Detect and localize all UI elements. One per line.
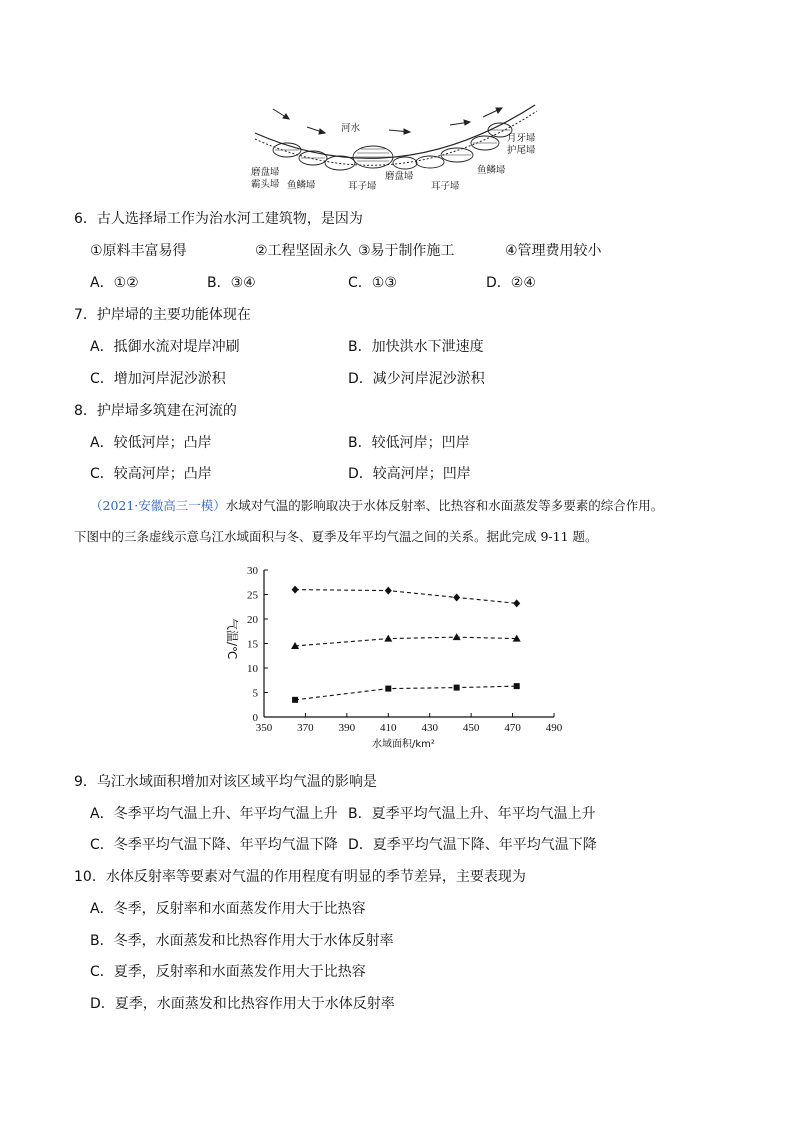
q6-stem: 6．古人选择埽工作为治水河工建筑物，是因为 <box>74 211 363 227</box>
q10-stem: 10．水体反射率等要素对气温的作用程度有明显的季节差异，主要表现为 <box>74 869 526 885</box>
q6-item-1: ①原料丰富易得 <box>90 243 187 259</box>
data-point-diamond <box>453 593 460 601</box>
q8-option-d[interactable]: D．较高河岸；凹岸 <box>348 466 471 482</box>
label-ear-left: 耳子埽 <box>348 181 377 192</box>
q8-option-a[interactable]: A．较低河岸；凸岸 <box>90 435 212 451</box>
chart-xlabel: 水域面积/km² <box>372 739 435 750</box>
temperature-chart-svg <box>222 560 572 755</box>
x-tick-label: 410 <box>380 722 397 734</box>
data-point-diamond <box>513 599 520 607</box>
x-tick-label: 350 <box>255 722 273 734</box>
q9-option-b[interactable]: B．夏季平均气温上升、年平均气温上升 <box>348 806 596 822</box>
label-tortoise-left: 磨盘埽 <box>251 167 280 178</box>
q6-item-3: ③易于制作施工 <box>358 243 455 259</box>
q10-option-b[interactable]: B．冬季，水面蒸发和比热容作用大于水体反射率 <box>90 933 394 949</box>
structure-shape <box>416 156 444 168</box>
river-bank-line <box>255 105 535 158</box>
q10-option-d[interactable]: D．夏季，水面蒸发和比热容作用大于水体反射率 <box>90 996 395 1012</box>
label-moon: 月牙埽 <box>507 133 536 144</box>
y-tick-label: 0 <box>252 712 258 724</box>
q6-item-2: ②工程坚固永久 <box>255 243 352 259</box>
q7-option-c[interactable]: C．增加河岸泥沙淤积 <box>90 371 226 387</box>
q6-option-d[interactable]: D．②④ <box>486 275 536 291</box>
q9-option-c[interactable]: C．冬季平均气温下降、年平均气温下降 <box>90 837 338 853</box>
x-tick-label: 490 <box>545 722 563 734</box>
x-tick-label: 430 <box>421 722 438 734</box>
data-point-square <box>385 686 391 692</box>
y-tick-label: 10 <box>247 663 258 675</box>
y-tick-label: 5 <box>252 687 258 700</box>
y-tick-label: 15 <box>247 638 258 651</box>
intro-line-2: 下图中的三条虚线示意乌江水域面积与冬、夏季及年平均气温之间的关系。据此完成 9-11 题。 <box>74 529 598 544</box>
q9-option-d[interactable]: D．夏季平均气温下降、年平均气温下降 <box>348 837 597 853</box>
q6-item-4: ④管理费用较小 <box>505 243 602 259</box>
q10-option-a[interactable]: A．冬季，反射率和水面蒸发作用大于比热容 <box>90 901 366 917</box>
data-point-square <box>454 685 460 691</box>
intro-line-1 <box>90 496 663 514</box>
label-ear-right: 耳子埽 <box>431 181 460 192</box>
y-tick-label: 30 <box>247 565 258 577</box>
q6-option-a[interactable]: A．①② <box>90 275 139 291</box>
x-tick-label: 470 <box>504 722 521 734</box>
q7-option-b[interactable]: B．加快洪水下泄速度 <box>348 339 484 355</box>
data-point-diamond <box>385 587 392 595</box>
q8-option-b[interactable]: B．较低河岸；凹岸 <box>348 435 470 451</box>
q10-option-c[interactable]: C．夏季，反射率和水面蒸发作用大于比热容 <box>90 964 366 980</box>
data-point-square <box>514 683 520 689</box>
q9-stem: 9．乌江水域面积增加对该区域平均气温的影响是 <box>74 774 377 790</box>
label-tortoise-mid: 磨盘埽 <box>385 171 414 182</box>
q7-stem: 7．护岸埽的主要功能体现在 <box>74 307 251 323</box>
temperature-chart <box>222 560 572 755</box>
river-label: 河水 <box>341 123 361 134</box>
q6-option-c[interactable]: C．①③ <box>348 275 397 291</box>
series-line-diamond <box>295 590 517 604</box>
y-tick-label: 25 <box>247 589 258 602</box>
x-tick-label: 370 <box>297 722 314 734</box>
x-tick-label: 390 <box>338 722 356 734</box>
revetment-diagram <box>245 95 555 205</box>
y-tick-label: 20 <box>247 614 258 626</box>
chart-ylabel: 气温/℃ <box>225 618 239 660</box>
series-line-triangle <box>295 637 517 646</box>
x-tick-label: 450 <box>462 722 480 734</box>
q8-stem: 8．护岸埽多筑建在河流的 <box>74 403 237 419</box>
q6-option-b[interactable]: B．③④ <box>207 275 256 291</box>
series-line-square <box>295 686 517 700</box>
label-tail: 护尾埽 <box>507 145 536 156</box>
intro-text-1: 水域对气温的影响取决于水体反射率、比热容和水面蒸发等多要素的综合作用。 <box>225 498 664 513</box>
data-point-square <box>292 697 298 703</box>
label-fishscale-right: 鱼鳞埽 <box>477 165 506 176</box>
data-point-triangle <box>384 635 392 642</box>
label-head: 霸头埽 <box>251 179 280 190</box>
revetment-diagram-svg <box>245 95 555 205</box>
data-point-diamond <box>292 586 299 594</box>
data-point-triangle <box>453 633 461 640</box>
label-fishscale-left: 鱼鳞埽 <box>287 180 316 191</box>
q7-option-d[interactable]: D．减少河岸泥沙淤积 <box>348 371 485 387</box>
q8-option-c[interactable]: C．较高河岸；凸岸 <box>90 466 212 482</box>
q9-option-a[interactable]: A．冬季平均气温上升、年平均气温上升 <box>90 806 338 822</box>
q7-option-a[interactable]: A．抵御水流对堤岸冲刷 <box>90 339 240 355</box>
intro-source: （2021·安徽高三一模） <box>90 498 226 513</box>
